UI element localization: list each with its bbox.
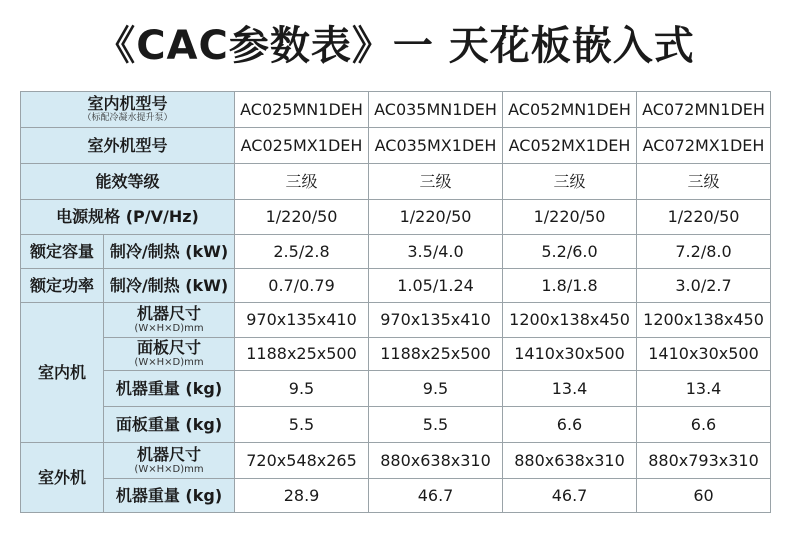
power-spec-label: 电源规格 (P/V/Hz) [21, 200, 235, 235]
table-cell: AC025MX1DEH [235, 128, 369, 164]
table-cell: 1410x30x500 [637, 338, 771, 371]
table-row [21, 164, 771, 200]
table-cell: AC052MN1DEH [503, 92, 637, 128]
table-cell: 60 [637, 479, 771, 513]
panel-size-header [104, 338, 235, 371]
table-cell: 46.7 [503, 479, 637, 513]
indoor-group-label: 室内机 [21, 303, 104, 443]
table-cell: AC035MX1DEH [369, 128, 503, 164]
table-cell: 13.4 [503, 371, 637, 407]
indoor-weight-label: 机器重量 (kg) [104, 371, 235, 407]
table-cell: AC072MN1DEH [637, 92, 771, 128]
outdoor-weight-label: 机器重量 (kg) [104, 479, 235, 513]
table-cell: 2.5/2.8 [235, 235, 369, 269]
table-cell: 1188x25x500 [369, 338, 503, 371]
outdoor-group-label: 室外机 [21, 443, 104, 513]
table-cell: 三级 [637, 164, 771, 200]
table-cell: 9.5 [369, 371, 503, 407]
table-row [21, 128, 771, 164]
outdoor-size-label: 机器尺寸 [137, 444, 202, 464]
table-cell: 1188x25x500 [235, 338, 369, 371]
table-cell: 1200x138x450 [637, 303, 771, 338]
panel-weight-label: 面板重量 (kg) [104, 407, 235, 443]
indoor-model-note: （标配冷凝水提升泵） [82, 113, 173, 123]
table-cell: 1.8/1.8 [503, 269, 637, 303]
table-cell: 1.05/1.24 [369, 269, 503, 303]
table-cell: AC052MX1DEH [503, 128, 637, 164]
table-cell: 0.7/0.79 [235, 269, 369, 303]
table-cell: 3.5/4.0 [369, 235, 503, 269]
table-cell: 9.5 [235, 371, 369, 407]
table-cell: 1/220/50 [503, 200, 637, 235]
table-row [21, 92, 771, 128]
table-row [21, 371, 771, 407]
table-cell: 880x638x310 [369, 443, 503, 479]
indoor-size-note: (W×H×D)mm [134, 323, 204, 334]
indoor-size-header [104, 303, 235, 338]
table-cell: 1410x30x500 [503, 338, 637, 371]
table-row [21, 443, 771, 479]
capacity-sub-label: 制冷/制热 (kW) [104, 235, 235, 269]
table-cell: 13.4 [637, 371, 771, 407]
table-cell: 880x793x310 [637, 443, 771, 479]
outdoor-size-header [104, 443, 235, 479]
table-cell: 6.6 [503, 407, 637, 443]
table-row [21, 407, 771, 443]
table-cell: AC072MX1DEH [637, 128, 771, 164]
table-cell: 三级 [369, 164, 503, 200]
table-row [21, 235, 771, 269]
table-row [21, 269, 771, 303]
efficiency-label: 能效等级 [21, 164, 235, 200]
table-cell: 46.7 [369, 479, 503, 513]
indoor-model-label: 室内机型号 [87, 94, 168, 113]
table-cell: 970x135x410 [235, 303, 369, 338]
table-cell: 5.5 [235, 407, 369, 443]
table-cell: 6.6 [637, 407, 771, 443]
table-row [21, 479, 771, 513]
table-row [21, 338, 771, 371]
table-cell: 三级 [503, 164, 637, 200]
indoor-model-header [21, 92, 235, 128]
table-row [21, 303, 771, 338]
table-cell: 三级 [235, 164, 369, 200]
indoor-size-label: 机器尺寸 [137, 304, 202, 323]
page-title: 《CAC参数表》一 天花板嵌入式 [95, 23, 695, 69]
table-row [21, 200, 771, 235]
outdoor-size-note: (W×H×D)mm [134, 463, 204, 475]
spec-table [20, 91, 771, 513]
table-cell: 970x135x410 [369, 303, 503, 338]
table-cell: 5.5 [369, 407, 503, 443]
panel-size-label: 面板尺寸 [137, 338, 202, 357]
table-cell: 1/220/50 [369, 200, 503, 235]
table-cell: AC025MN1DEH [235, 92, 369, 128]
table-cell: 720x548x265 [235, 443, 369, 479]
capacity-label: 额定容量 [21, 235, 104, 269]
power-label: 额定功率 [21, 269, 104, 303]
table-cell: 28.9 [235, 479, 369, 513]
table-cell: 5.2/6.0 [503, 235, 637, 269]
table-cell: 7.2/8.0 [637, 235, 771, 269]
panel-size-note: (W×H×D)mm [134, 357, 204, 368]
table-cell: 880x638x310 [503, 443, 637, 479]
table-cell: 1200x138x450 [503, 303, 637, 338]
table-cell: 1/220/50 [637, 200, 771, 235]
table-cell: AC035MN1DEH [369, 92, 503, 128]
table-cell: 3.0/2.7 [637, 269, 771, 303]
power-sub-label: 制冷/制热 (kW) [104, 269, 235, 303]
table-cell: 1/220/50 [235, 200, 369, 235]
outdoor-model-label: 室外机型号 [21, 128, 235, 164]
